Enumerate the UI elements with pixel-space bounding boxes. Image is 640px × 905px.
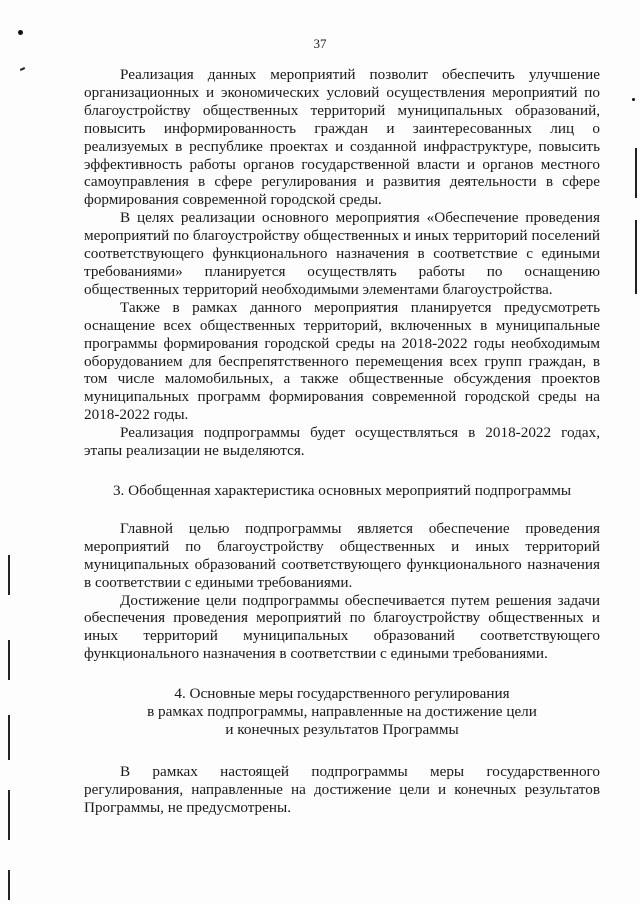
section-4-heading bbox=[84, 685, 600, 739]
section-4-heading-line: в рамках подпрограммы, направленные на достижение цели bbox=[147, 703, 537, 721]
scan-edge-line bbox=[635, 148, 637, 198]
scan-dot-mark bbox=[632, 98, 635, 101]
scan-edge-line bbox=[635, 220, 637, 294]
section-4-heading-line: и конечных результатов Программы bbox=[225, 721, 459, 739]
paragraph: Достижение цели подпрограммы обеспечивается путем решения задачи обеспечения проведения мероприятий по благоустройству общественных и иных территорий муниципальных образований соответствующего функционального назначения в соответствии с едиными требованиями. bbox=[84, 591, 600, 663]
scan-edge-line bbox=[8, 790, 10, 840]
document-body bbox=[84, 66, 600, 817]
scan-dot-mark bbox=[18, 30, 23, 35]
paragraph: В рамках настоящей подпрограммы меры государственного регулирования, направленные на достижение цели и конечных результатов Программы, не предусмотрены. bbox=[84, 763, 600, 816]
paragraph: Главной целью подпрограммы является обеспечение проведения мероприятий по благоустройству общественных и иных территорий муниципальных образований соответствующего функционального назначения в соответствии с едиными требованиями. bbox=[84, 519, 600, 591]
scan-dash-mark bbox=[20, 67, 25, 71]
scan-edge-line bbox=[8, 640, 10, 680]
scan-edge-line bbox=[8, 870, 10, 900]
scan-edge-line bbox=[8, 555, 10, 595]
paragraph: Также в рамках данного мероприятия планируется предусмотреть оснащение всех общественных территорий, включенных в муниципальные программы формирования городской среды на 2018-2022 годы необходимым оборудованием для беспрепятственного перемещения всех групп граждан, в том числе маломобильных, а также общественные обсуждения проектов муниципальных программ формирования современной городской среды на 2018-2022 годы. bbox=[84, 298, 600, 424]
paragraph: Реализация данных мероприятий позволит обеспечить улучшение организационных и экономических условий осуществления мероприятий по благоустройству общественных территорий муниципальных образований, повысить информированность граждан и заинтересованных лиц о реализуемых в республике проектах и созданной инфраструктуре, повысить эффективность работы органов государственной власти и органов местного самоуправления в сфере регулирования и развития деятельности в сфере формирования современной городской среды. bbox=[84, 66, 600, 209]
paragraph: Реализация подпрограммы будет осуществляться в 2018-2022 годах, этапы реализации не выделяются. bbox=[84, 424, 600, 460]
paragraph: В целях реализации основного мероприятия «Обеспечение проведения мероприятий по благоустройству общественных и иных территорий поселений соответствующего функционального назначения в соответствие с едиными требованиями» планируется осуществлять работы по оснащению общественных территорий необходимыми элементами благоустройства. bbox=[84, 209, 600, 298]
section-3-heading: 3. Обобщенная характеристика основных мероприятий подпрограммы bbox=[112, 481, 572, 499]
section-4-heading-line: 4. Основные меры государственного регулирования bbox=[174, 685, 510, 703]
scan-edge-line bbox=[8, 715, 10, 760]
page-number: 37 bbox=[313, 36, 327, 51]
